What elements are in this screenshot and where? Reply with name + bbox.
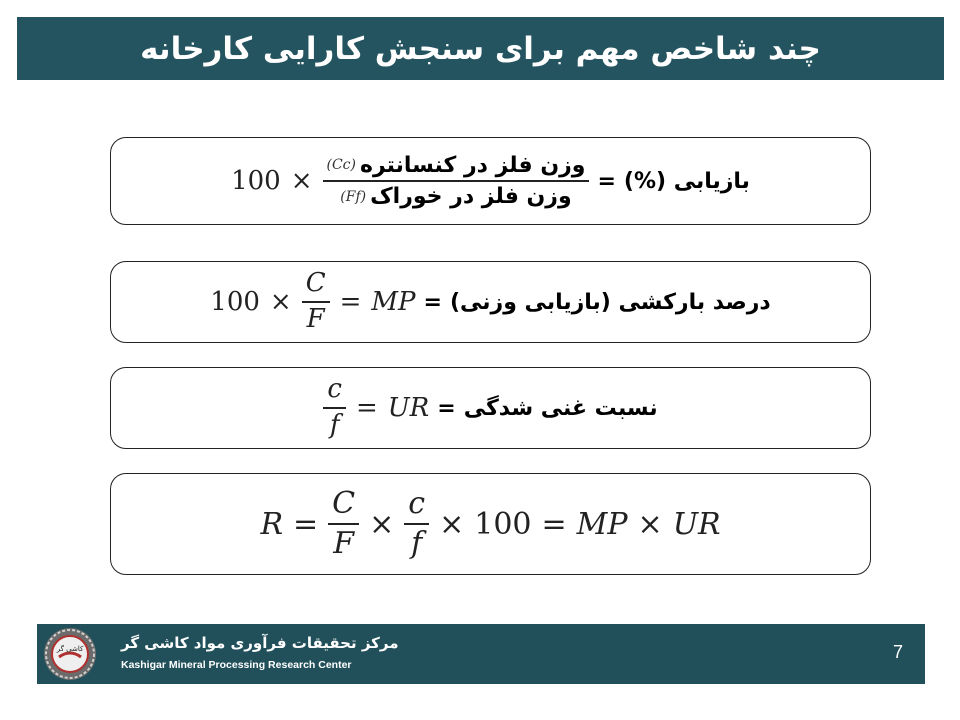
combined-lhs: R [260, 506, 284, 542]
org-name-en: Kashigar Mineral Processing Research Center [121, 659, 352, 671]
logo-text: کاشی گر [56, 645, 84, 653]
mass-pull-label: درصد بارکشی (بازیابی وزنی) [449, 289, 771, 315]
fraction-bar [302, 301, 330, 303]
mass-pull-formula [210, 269, 770, 335]
equals-sign: = [423, 289, 442, 315]
mass-pull-symbol: MP [371, 287, 416, 317]
mass-pull-numerator: C [305, 268, 326, 299]
fraction-bar [328, 523, 359, 525]
combined-fraction-1 [328, 487, 359, 562]
enrichment-ratio-numerator: c [327, 374, 342, 405]
recovery-numerator: وزن فلز در کنسانتره [359, 152, 586, 178]
enrichment-ratio-symbol: UR [387, 393, 430, 423]
equals-sign: = [355, 393, 378, 423]
recovery-formula-box [110, 137, 871, 225]
enrichment-ratio-formula [323, 375, 657, 441]
combined-frac2-denominator: f [411, 526, 423, 561]
combined-formula [260, 487, 720, 562]
combined-formula-box [110, 473, 871, 575]
times-operator: × [269, 287, 292, 317]
recovery-denominator-symbol: (Ff) [340, 188, 367, 205]
combined-frac1-denominator: F [333, 526, 355, 561]
mass-pull-denominator: F [306, 304, 325, 334]
fraction-bar [323, 180, 590, 182]
combined-multiplier: 100 [474, 506, 532, 542]
combined-fraction-2 [404, 487, 429, 562]
org-name-fa: مرکز تحقیقات فرآوری مواد کاشی گر [121, 634, 399, 652]
slide-title: چند شاخص مهم برای سنجش کارایی کارخانه [140, 30, 821, 67]
mass-pull-multiplier: 100 [210, 287, 260, 317]
org-logo-icon [43, 627, 97, 681]
recovery-denominator: وزن فلز در خوراک [370, 184, 572, 209]
times-operator: × [637, 506, 663, 542]
times-operator: × [369, 506, 395, 542]
combined-frac1-numerator: C [332, 485, 356, 521]
recovery-multiplier: 100 [231, 166, 281, 196]
recovery-formula [231, 153, 750, 210]
times-operator: × [439, 506, 465, 542]
times-operator: × [290, 166, 313, 196]
mass-pull-formula-box [110, 261, 871, 343]
combined-rhs-ur: UR [672, 506, 721, 542]
enrichment-ratio-fraction [323, 375, 346, 441]
equals-sign: = [597, 168, 616, 194]
fraction-bar [404, 523, 429, 525]
mass-pull-fraction [302, 269, 330, 335]
enrichment-ratio-label: نسبت غنی شدگی [463, 395, 658, 421]
footer-bar [37, 624, 925, 684]
equals-sign: = [339, 287, 362, 317]
equals-sign: = [293, 506, 319, 542]
combined-rhs-mp: MP [576, 506, 628, 542]
page-number: 7 [892, 642, 903, 662]
fraction-bar [323, 407, 346, 409]
title-bar [17, 17, 944, 80]
equals-sign: = [437, 395, 456, 421]
combined-frac2-numerator: c [408, 485, 426, 521]
recovery-numerator-symbol: (Cc) [326, 157, 356, 174]
equals-sign: = [541, 506, 567, 542]
recovery-label: بازیابی (%) [623, 168, 750, 194]
enrichment-ratio-formula-box [110, 367, 871, 449]
enrichment-ratio-denominator: f [329, 410, 340, 440]
recovery-fraction [323, 153, 590, 210]
